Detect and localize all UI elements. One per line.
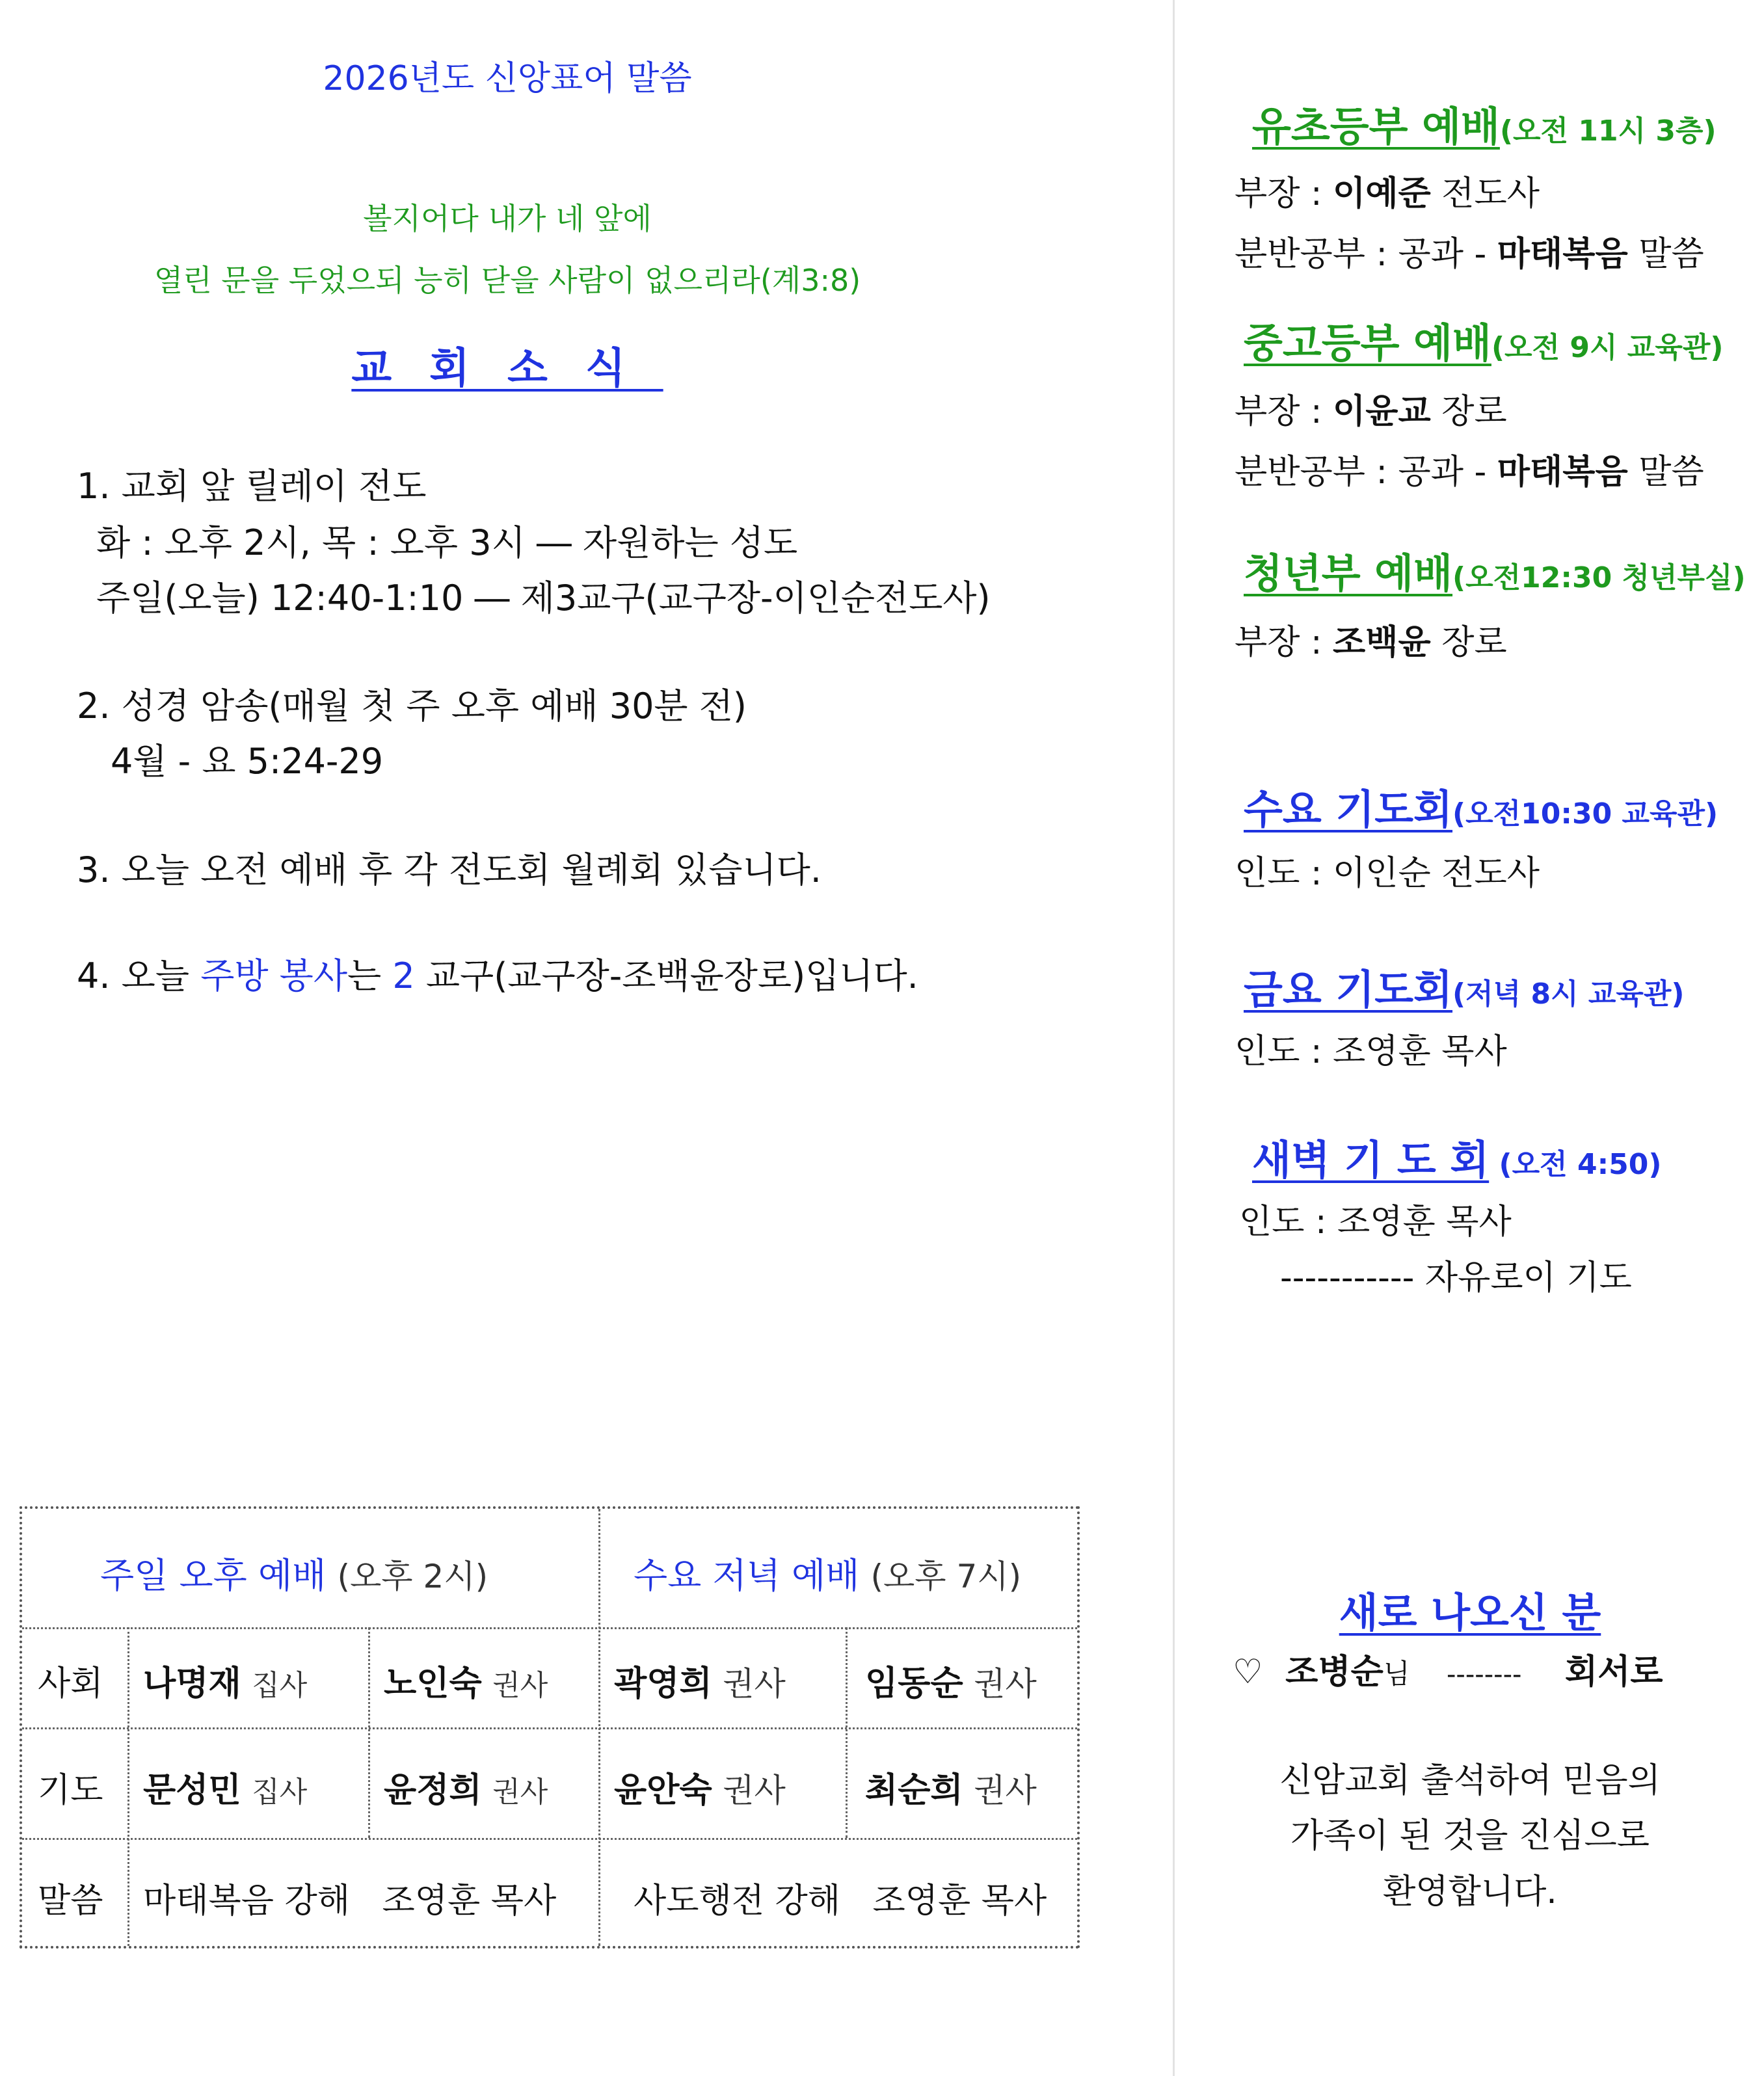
friday-prayer-heading [1244,957,1685,1015]
heart-icon: ♡ [1233,1653,1263,1692]
row-label-host: 사회 [38,1664,103,1703]
youth-service-title: 중고등부 예배 [1244,319,1491,367]
table-hline-1 [22,1627,1077,1629]
host-sunday-1-name: 나명재 [143,1664,241,1703]
dawn-prayer-time: (오전 4:50) [1489,1148,1662,1181]
youth-study-suffix: 말씀 [1627,453,1704,492]
news-item-1-line3: 주일(오늘) 12:40-1:10 ― 제3교구(교구장-이인순전도사) [96,578,991,619]
friday-prayer-time: (저녁 8시 교육관) [1452,978,1685,1011]
host-wednesday-1 [614,1656,786,1705]
host-sunday-1-title: 집사 [252,1669,308,1702]
youth-service-heading [1244,311,1723,369]
host-wednesday-1-title: 권사 [723,1665,786,1703]
young-adult-service-title: 청년부 예배 [1244,550,1453,597]
wednesday-prayer-time: (오전10:30 교육관) [1452,797,1718,831]
newcomers-title: 새로 나오신 분 [1339,1589,1601,1636]
host-sunday-2 [384,1656,548,1705]
table-hline-2 [22,1727,1077,1729]
newcomer-honorific: 님 [1383,1658,1410,1690]
wednesday-sermon: 사도행전 강해 조영훈 목사 [634,1882,1047,1921]
church-news-title [0,335,1015,395]
newcomer-via: 회서로 [1564,1653,1663,1692]
row-label-sermon: 말씀 [38,1882,103,1921]
dawn-prayer-heading [1252,1128,1662,1186]
sunday-sermon: 마태복음 강해 조영훈 목사 [143,1882,557,1921]
friday-prayer-leader: 인도 : 조영훈 목사 [1235,1032,1507,1071]
young-adult-service-time: (오전12:30 청년부실) [1452,561,1746,594]
news-item-4-suffix: 교구(교구장-조백윤장로)입니다. [414,955,918,996]
host-sunday-2-title: 권사 [492,1669,548,1702]
news-item-4-highlight: 주방 봉사 [200,955,348,996]
dawn-prayer-note: ----------- 자유로이 기도 [1280,1258,1632,1298]
children-service-time: (오전 11시 3층) [1499,114,1717,148]
youth-head-name: 이윤교 [1333,392,1431,431]
children-head [1235,166,1540,215]
children-study-label: 분반공부 : 공과 - [1235,235,1497,274]
prayer-wednesday-1-name: 윤안숙 [614,1771,712,1810]
dawn-prayer-leader: 인도 : 조영훈 목사 [1239,1203,1512,1242]
prayer-wednesday-2 [865,1763,1037,1811]
motto-verse-line1: 볼지어다 내가 네 앞에 [363,201,652,236]
prayer-wednesday-2-name: 최순희 [865,1771,963,1810]
children-head-title: 전도사 [1430,174,1540,213]
friday-prayer-title: 금요 기도회 [1244,966,1453,1013]
wednesday-service-time: (오후 7시) [870,1558,1022,1595]
service-table [20,1506,1080,1949]
welcome-line2: 가족이 된 것을 진심으로 [1290,1816,1650,1856]
young-adult-head [1235,615,1507,663]
children-study-book: 마태복음 [1497,235,1628,274]
host-sunday-1 [143,1656,307,1705]
host-wednesday-1-name: 곽영희 [614,1664,712,1703]
news-item-2-line2: 4월 - 요 5:24-29 [111,741,384,782]
young-adult-head-title: 장로 [1430,623,1507,662]
dawn-prayer-title: 새벽 기 도 회 [1252,1136,1490,1184]
prayer-sunday-1 [143,1763,307,1811]
children-study [1235,226,1704,275]
welcome-line1: 신암교회 출석하여 믿음의 [1279,1761,1661,1800]
table-vline-wednesday [846,1627,848,1838]
news-item-1-line2: 화 : 오후 2시, 목 : 오후 3시 ― 자원하는 성도 [96,522,798,563]
children-service-title: 유초등부 예배 [1252,103,1500,150]
newcomer-name: 조병순 [1285,1653,1383,1692]
table-vline-label [127,1627,129,1946]
prayer-wednesday-2-title: 권사 [974,1772,1037,1809]
row-label-prayer: 기도 [38,1771,103,1810]
youth-head [1235,384,1507,432]
prayer-sunday-1-name: 문성민 [143,1771,241,1810]
young-adult-service-heading [1244,541,1746,599]
wednesday-service-title: 수요 저녁 예배 [634,1555,860,1596]
youth-head-title: 장로 [1430,392,1507,431]
youth-study-label: 분반공부 : 공과 - [1235,453,1497,492]
wednesday-service-header [634,1548,1021,1598]
prayer-sunday-2-name: 윤정희 [384,1771,482,1810]
host-wednesday-2-name: 임동순 [865,1664,963,1703]
young-adult-head-label: 부장 : [1235,623,1333,662]
prayer-sunday-1-title: 집사 [252,1776,308,1809]
sunday-service-header [100,1548,488,1598]
news-item-3: 3. 오늘 오전 예배 후 각 전도회 월례회 있습니다. [77,849,822,890]
young-adult-head-name: 조백윤 [1333,623,1431,662]
column-divider [1173,0,1175,2076]
news-item-4-number: 2 [392,955,415,996]
news-item-2-line1: 2. 성경 암송(매월 첫 주 오후 예배 30분 전) [77,685,747,726]
children-head-label: 부장 : [1235,174,1333,213]
sunday-service-time: (오후 2시) [337,1558,488,1595]
prayer-wednesday-1 [614,1763,786,1811]
children-service-heading [1252,94,1717,152]
youth-head-label: 부장 : [1235,392,1333,431]
host-wednesday-2 [865,1656,1037,1705]
sunday-service-title: 주일 오후 예배 [100,1555,327,1596]
host-sunday-2-name: 노인숙 [384,1664,482,1703]
motto-title: 2026년도 신앙표어 말씀 [323,59,692,98]
wednesday-prayer-title: 수요 기도회 [1244,786,1453,833]
wednesday-prayer-heading [1244,777,1718,835]
youth-service-time: (오전 9시 교육관) [1491,331,1724,364]
news-item-1-line1: 1. 교회 앞 릴레이 전도 [77,466,427,507]
table-vline-center [598,1509,600,1946]
wednesday-prayer-leader: 인도 : 이인순 전도사 [1235,854,1540,893]
newcomer-entry [1233,1644,1663,1693]
church-news-title-text: 교회소식 [351,345,663,393]
newcomer-dashes: -------- [1446,1660,1522,1690]
table-vline-sunday [368,1627,370,1838]
prayer-sunday-2 [384,1763,548,1811]
youth-study [1235,444,1704,493]
welcome-line3: 환영합니다. [1383,1872,1557,1911]
children-study-suffix: 말씀 [1627,235,1704,274]
table-hline-3 [22,1838,1077,1840]
news-item-4 [77,948,918,998]
youth-study-book: 마태복음 [1497,453,1628,492]
news-item-4-prefix: 4. 오늘 [77,955,201,996]
motto-verse-line2: 열린 문을 두었으되 능히 닫을 사람이 없으리라(계3:8) [154,263,861,298]
news-item-4-middle: 는 [347,955,393,996]
newcomers-heading [1176,1580,1764,1638]
prayer-sunday-2-title: 권사 [492,1776,548,1809]
prayer-wednesday-1-title: 권사 [723,1772,786,1809]
host-wednesday-2-title: 권사 [974,1665,1037,1703]
children-head-name: 이예준 [1333,174,1431,213]
